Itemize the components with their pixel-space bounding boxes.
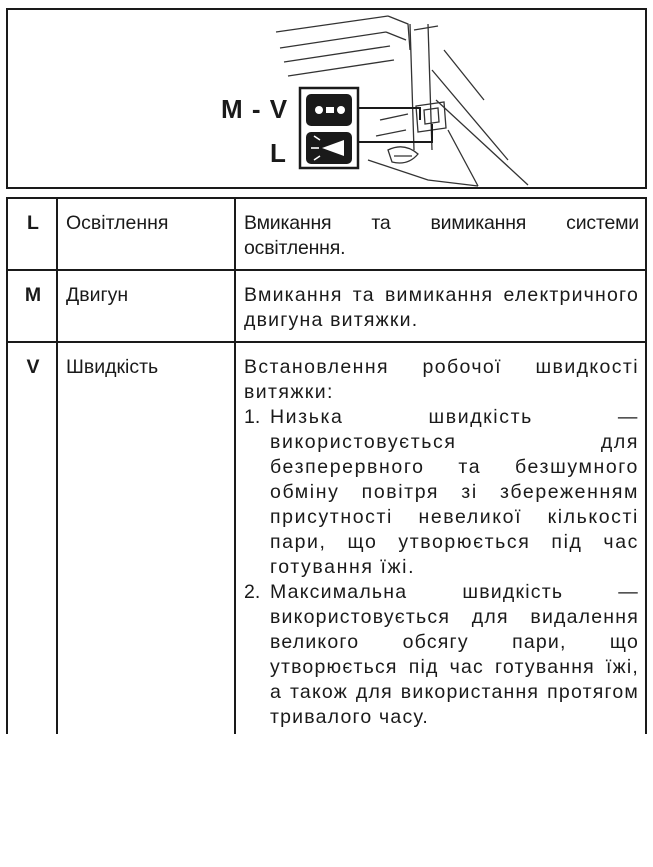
row-key: V xyxy=(7,342,57,734)
table-row xyxy=(7,270,646,342)
list-item-text: Максимальна швидкість — використовується для видалення великого обсягу пари, що утворюється під час готування їжі, а також для використання протягом тривалого часу. xyxy=(270,581,639,728)
row-key: M xyxy=(7,270,57,342)
list-item-number: 2. xyxy=(244,581,261,603)
list-item xyxy=(244,405,639,580)
row-description: Вмикання та вимикання електричного двигуна витяжки. xyxy=(235,270,646,342)
row-name: Двигун xyxy=(57,270,235,342)
row-description xyxy=(235,342,646,734)
speed-list xyxy=(244,405,639,730)
hood-control-illustration xyxy=(8,10,645,187)
row-name: Освітлення xyxy=(57,198,235,270)
motor-speed-label: M - V xyxy=(221,94,289,124)
controls-table xyxy=(6,197,647,734)
list-item-number: 1. xyxy=(244,406,261,428)
table-row xyxy=(7,198,646,270)
row-key: L xyxy=(7,198,57,270)
motor-speed-switch-icon xyxy=(306,94,352,126)
figure-panel xyxy=(6,8,647,189)
row-description: Вмикання та вимикання системи освітлення. xyxy=(235,198,646,270)
row-name: Швидкість xyxy=(57,342,235,734)
list-item-text: Низька швидкість — використовується для безперервного та безшумного обміну повітря зі збереженням присутності невеликої кількості пари, що утворюється під час готування їжі. xyxy=(270,406,639,578)
table-row xyxy=(7,342,646,734)
light-label: L xyxy=(270,138,287,168)
light-switch-icon xyxy=(306,132,352,164)
speed-intro: Встановлення робочої швидкості витяжки: xyxy=(244,356,639,403)
list-item xyxy=(244,580,639,730)
